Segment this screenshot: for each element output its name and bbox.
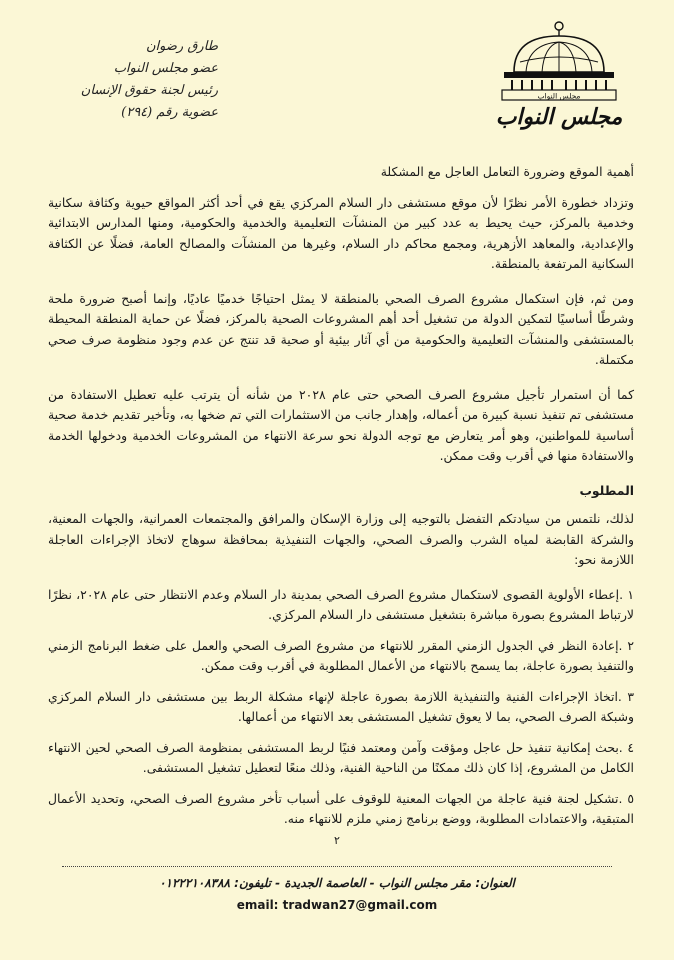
signature-line-name: طارق رضوان	[146, 39, 218, 54]
signature-line-membership: عضوية رقم (٢٩٤)	[121, 105, 218, 120]
signature-line-member: عضو مجلس النواب	[113, 61, 218, 76]
request-item: ٤ .بحث إمكانية تنفيذ حل عاجل ومؤقت وآمن ومعتمد فنيًا لربط المستشفى بمنظومة الصرف الصحي لحين الانتهاء الكامل من المشروع، إذا كان ذلك ممكنًا من الناحية الفنية، وذلك منعًا لتعطيل تشغيل المستشفى.	[48, 739, 634, 775]
request-item: ٢ .إعادة النظر في الجدول الزمني المقرر للانتهاء من مشروع الصرف الصحي والعمل على ضغط البرنامج الزمني والتنفيذ بصورة عاجلة، بما يسمح بالانتهاء من الأعمال المطلوبة في أقرب وقت ممكن.	[48, 637, 634, 673]
paragraph: ومن ثم، فإن استكمال مشروع الصرف الصحي بالمنطقة لا يمثل احتياجًا خدميًا عاديًا، وإنما أصبح ضرورة ملحة وشرطًا أساسيًا لتمكين الدولة من تشغيل أحد أهم المشروعات الصحية بالمركز، فضلًا عن حماية المنطقة المحيطة بالمستشفى والمنشآت التعليمية والحكومية من أي آثار بيئية أو صحية قد تنتج عن عدم وجود منظومة صرف صحي مكتملة.	[48, 290, 634, 367]
request-item: ٣ .اتخاذ الإجراءات الفنية والتنفيذية اللازمة بصورة عاجلة لإنهاء مشكلة الربط بين مستشفى دار السلام المركزي وشبكة الصرف الصحي، بما لا يعوق تشغيل المستشفى بعد الانتهاء من أعمالها.	[48, 688, 634, 724]
parliament-emblem	[484, 18, 634, 138]
paragraph: وتزداد خطورة الأمر نظرًا لأن موقع مستشفى دار السلام المركزي يقع في أحد أكثر المواقع حيوية وكثافة سكانية وخدمية بالمركز، حيث يحيط به عدد كبير من المنشآت التعليمية والخدمية والحكومية، ومنها المدارس الابتدائية والإعدادية، والمعاهد الأزهرية، ومجمع محاكم دار السلام، وغيرها من المنشآت والمصالح العامة، فضلًا عن الكثافة السكانية المرتفعة بالمنطقة.	[48, 194, 634, 271]
subject-line: أهمية الموقع وضرورة التعامل العاجل مع المشكلة	[380, 164, 634, 179]
page-number: ٢	[334, 834, 340, 847]
signature-block	[28, 36, 218, 124]
footer-divider	[62, 866, 612, 867]
request-item: ٥ .تشكيل لجنة فنية عاجلة من الجهات المعنية للوقوف على أسباب تأخر مشروع الصرف الصحي، وتحديد الأعمال المتبقية، والاعتمادات المطلوبة، ووضع برنامج زمني ملزم للانتهاء منه.	[48, 790, 634, 826]
request-item: ١ .إعطاء الأولوية القصوى لاستكمال مشروع الصرف الصحي بمدينة دار السلام وعدم الانتظار حتى عام ٢٠٢٨، نظرًا لارتباط المشروع بصورة مباشرة بتشغيل مستشفى دار السلام المركزي.	[48, 586, 634, 622]
emblem-name: مجلس النواب	[495, 104, 623, 130]
signature-line-committee: رئيس لجنة حقوق الإنسان	[80, 83, 218, 98]
requested-heading: المطلوب	[579, 482, 634, 498]
emblem-caption: مجلس النواب	[537, 91, 581, 101]
footer-address: العنوان: مقر مجلس النواب - العاصمة الجديدة - تليفون: ٠١٢٢٢١٠٨٣٨٨	[159, 876, 515, 890]
letter-body	[48, 162, 634, 840]
paragraph: كما أن استمرار تأجيل مشروع الصرف الصحي حتى عام ٢٠٢٨ من شأنه أن يترتب عليه تعطيل الاستفادة من مستشفى تم تنفيذ نسبة كبيرة من أعماله، وإهدار جانب من الاستثمارات التي تم ضخها به، وتأخير تقديم خدمة صحية أساسية للمواطنين، وهو أمر يتعارض مع توجه الدولة نحو سرعة الانتهاء من المشروعات الخدمية ودخولها الخدمة والاستفادة منها في أقرب وقت ممكن.	[48, 386, 634, 463]
parliament-dome-icon	[494, 18, 624, 102]
footer-email: email: tradwan27@gmail.com	[236, 898, 438, 912]
request-intro: لذلك، نلتمس من سيادتكم التفضل بالتوجيه إلى وزارة الإسكان والمرافق والمجتمعات العمرانية، والجهات المعنية، والشركة القابضة لمياه الشرب والصرف الصحي، والجهات التنفيذية بمحافظة سوهاج لاتخاذ الإجراءات العاجلة اللازمة نحو:	[48, 511, 634, 567]
